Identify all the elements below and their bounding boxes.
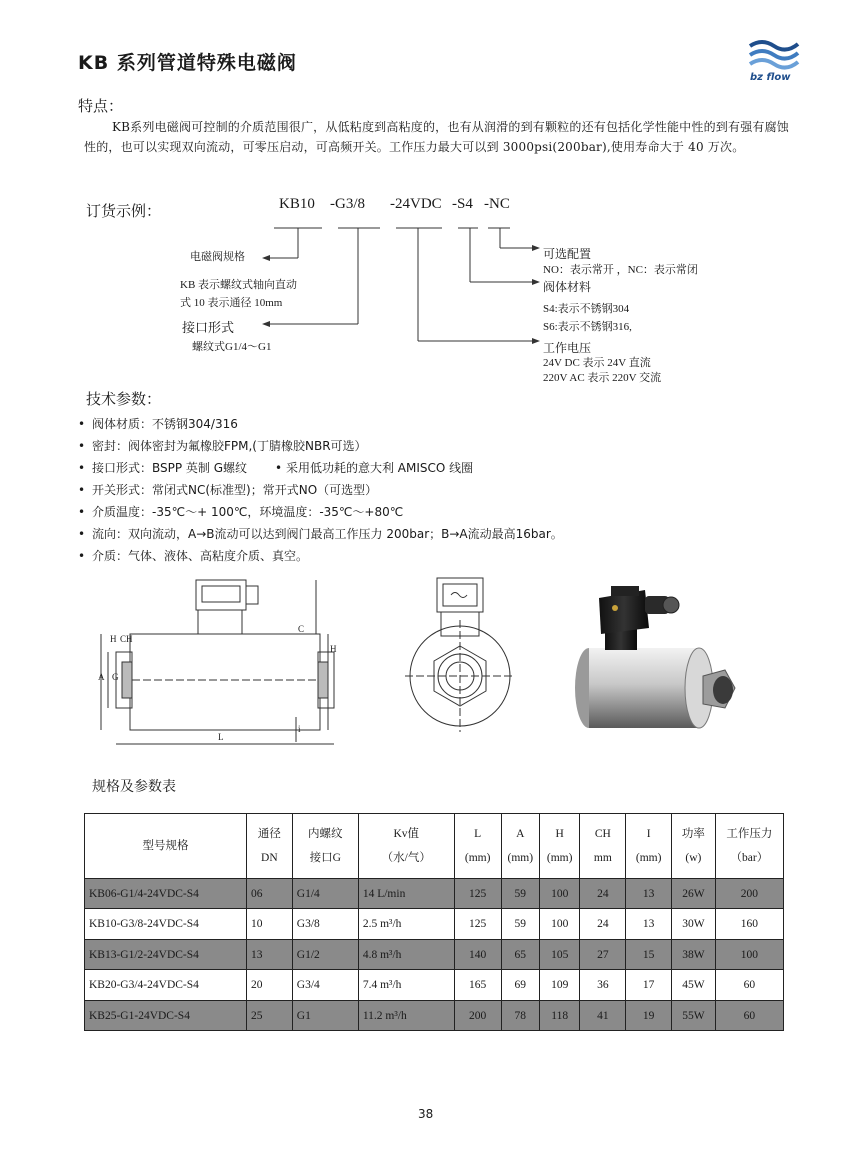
header-model: 型号规格 [85,814,247,879]
order-code-model: KB10 [279,196,315,212]
features-heading: 特点： [78,97,124,115]
header-i: I (mm) [626,814,672,879]
spec-title: 电磁阀规格 [190,251,245,263]
page-title: KB 系列管道特殊电磁阀 [78,52,297,74]
table-row: KB06-G1/4-24VDC-S4 06 G1/4 14 L/min 125 59 100 24 13 26W 200 [85,879,784,909]
header-pressure: 工作压力 （bar） [715,814,783,879]
table-row: KB20-G3/4-24VDC-S4 20 G3/4 7.4 m³/h 165 69 109 36 17 45W 60 [85,970,784,1001]
material-line1: S4:表示不锈钢304 [543,303,630,315]
tech-item: • 介质温度：-35℃～+ 100℃，环境温度：-35℃～+80℃ [78,505,404,519]
order-code-material: -S4 [452,196,473,212]
spec-line1: KB 表示螺纹式轴向直动 [180,279,298,291]
material-title: 阀体材料 [543,280,592,294]
voltage-line1: 24V DC 表示 24V 直流 [543,357,651,369]
svg-text:G: G [112,672,119,682]
header-kv: Kv值 （水/气） [358,814,454,879]
valve-product-photo [565,578,765,738]
tech-heading: 技术参数： [86,390,162,408]
svg-text:H: H [110,634,117,644]
valve-end-drawing [405,572,525,742]
svg-text:C: C [298,624,305,634]
spec-table [84,813,784,1031]
order-heading: 订货示例： [86,202,162,220]
spec-line2: 式 10 表示通径 10mm [180,297,283,309]
option-title: 可选配置 [543,247,592,261]
header-h: H (mm) [539,814,579,879]
header-ch: CH mm [580,814,626,879]
svg-text:H: H [330,644,337,654]
header-thread: 内螺纹 接口G [292,814,358,879]
header-dn: 通径 DN [246,814,292,879]
order-code-voltage: -24VDC [390,196,442,212]
svg-text:L: L [218,732,224,742]
tech-item: • 接口形式：BSPP 英制 G螺纹 • 采用低功耗的意大利 AMISCO 线圈 [78,461,474,475]
logo-text: bz flow [750,72,791,83]
tech-item: • 密封：阀体密封为氟橡胶FPM,(丁腈橡胶NBR可选） [78,439,367,453]
header-l: L (mm) [454,814,501,879]
order-code-port: -G3/8 [330,196,365,212]
voltage-title: 工作电压 [543,341,592,355]
table-row: KB25-G1-24VDC-S4 25 G1 11.2 m³/h 200 78 118 41 19 55W 60 [85,1001,784,1031]
material-line2: S6:表示不锈钢316, [543,321,632,333]
svg-text:A: A [98,672,105,682]
header-a: A (mm) [501,814,539,879]
svg-text:CH: CH [120,634,133,644]
tech-item: • 流向：双向流动，A→B流动可以达到阀门最高工作压力 200bar；B→A流动最高16bar。 [78,527,563,541]
port-line1: 螺纹式G1/4～G1 [192,341,272,353]
features-paragraph: KB系列电磁阀可控制的介质范围很广，从低粘度到高粘度的，也有从润滑的到有颗粒的还有包括化学性能中性的到有强有腐蚀性的，也可以实现双向流动，可零压启动，可高频开关。工作压力最大可以到 3000psi(200bar),使用寿命大于 40 万次。 [84,120,789,154]
tech-item: • 开关形式：常闭式NC(标准型)；常开式NO（可选型） [78,483,378,497]
table-row: KB10-G3/8-24VDC-S4 10 G3/8 2.5 m³/h 125 59 100 24 13 30W 160 [85,909,784,940]
voltage-line2: 220V AC 表示 220V 交流 [543,372,662,384]
table-header-row [85,814,784,879]
header-power: 功率 (w) [672,814,716,879]
order-code-option: -NC [484,196,510,212]
spec-table-heading: 规格及参数表 [92,779,176,795]
tech-item: • 阀体材质：不锈钢304/316 [78,417,238,431]
option-line1: NO：表示常开 ，NC：表示常闭 [543,264,698,276]
valve-side-drawing [98,572,338,752]
order-connector-lines [0,0,850,400]
svg-text:i: i [298,724,301,734]
page-number: 38 [418,1107,434,1121]
table-row: KB13-G1/2-24VDC-S4 13 G1/2 4.8 m³/h 140 65 105 27 15 38W 100 [85,940,784,970]
port-title: 接口形式 [182,320,235,335]
tech-item: • 介质：气体、液体、高粘度介质、真空。 [78,549,309,563]
